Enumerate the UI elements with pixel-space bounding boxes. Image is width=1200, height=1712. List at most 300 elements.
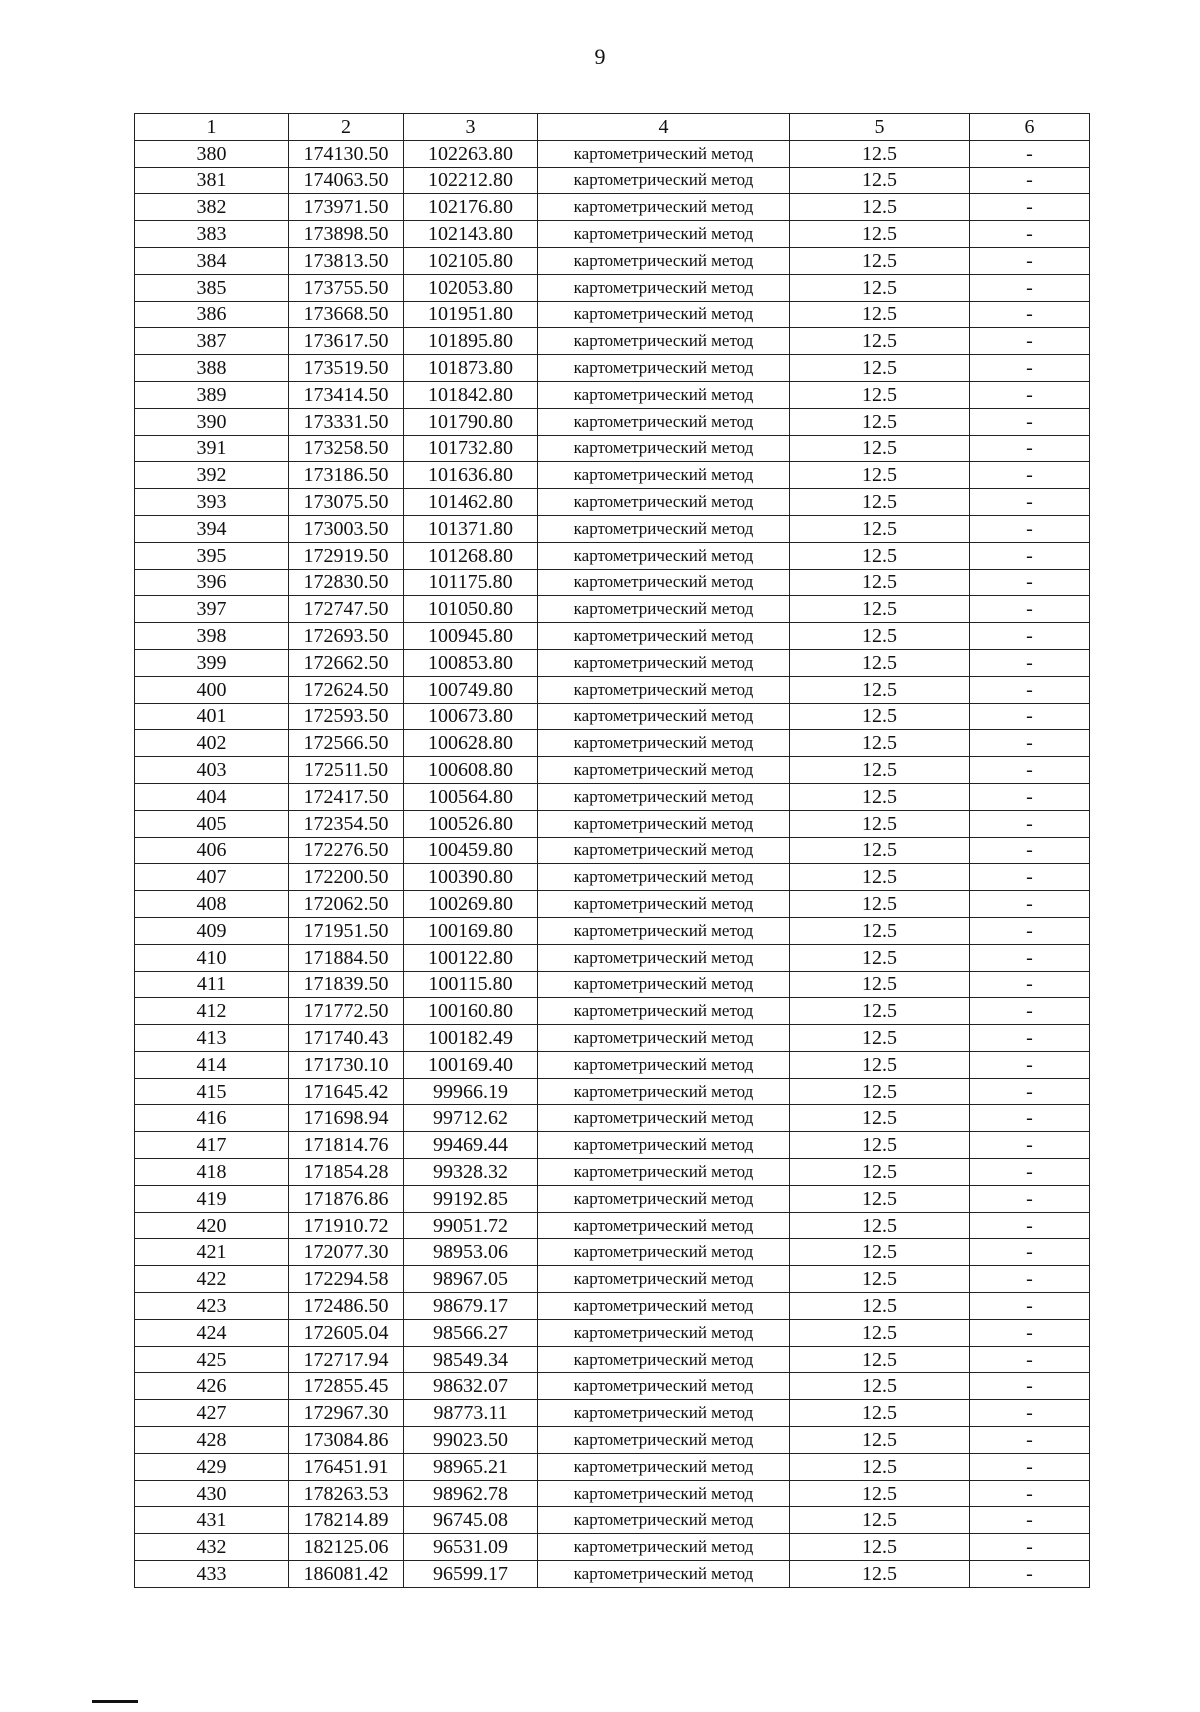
note-cell: - [970, 247, 1090, 274]
accuracy-cell: 12.5 [790, 435, 970, 462]
x-coordinate-cell: 171772.50 [289, 998, 404, 1025]
point-number-cell: 406 [135, 837, 289, 864]
note-cell: - [970, 1159, 1090, 1186]
accuracy-cell: 12.5 [790, 1319, 970, 1346]
point-number-cell: 392 [135, 462, 289, 489]
point-number-cell: 420 [135, 1212, 289, 1239]
y-coordinate-cell: 101636.80 [404, 462, 538, 489]
x-coordinate-cell: 173519.50 [289, 355, 404, 382]
method-cell: картометрический метод [538, 596, 790, 623]
table-row [135, 998, 1090, 1025]
table-row [135, 194, 1090, 221]
y-coordinate-cell: 100853.80 [404, 649, 538, 676]
footer-mark [92, 1700, 138, 1703]
x-coordinate-cell: 178263.53 [289, 1480, 404, 1507]
table-row [135, 1480, 1090, 1507]
point-number-cell: 412 [135, 998, 289, 1025]
note-cell: - [970, 1105, 1090, 1132]
note-cell: - [970, 355, 1090, 382]
column-header-4: 4 [538, 114, 790, 141]
table-row [135, 408, 1090, 435]
note-cell: - [970, 167, 1090, 194]
x-coordinate-cell: 172200.50 [289, 864, 404, 891]
accuracy-cell: 12.5 [790, 381, 970, 408]
y-coordinate-cell: 100749.80 [404, 676, 538, 703]
accuracy-cell: 12.5 [790, 355, 970, 382]
method-cell: картометрический метод [538, 569, 790, 596]
method-cell: картометрический метод [538, 1212, 790, 1239]
point-number-cell: 428 [135, 1427, 289, 1454]
method-cell: картометрический метод [538, 757, 790, 784]
x-coordinate-cell: 171951.50 [289, 917, 404, 944]
table-row [135, 1534, 1090, 1561]
x-coordinate-cell: 182125.06 [289, 1534, 404, 1561]
table-body [135, 140, 1090, 1587]
point-number-cell: 380 [135, 140, 289, 167]
point-number-cell: 399 [135, 649, 289, 676]
y-coordinate-cell: 101873.80 [404, 355, 538, 382]
table-row [135, 167, 1090, 194]
note-cell: - [970, 1051, 1090, 1078]
x-coordinate-cell: 172276.50 [289, 837, 404, 864]
y-coordinate-cell: 101951.80 [404, 301, 538, 328]
accuracy-cell: 12.5 [790, 1105, 970, 1132]
x-coordinate-cell: 172486.50 [289, 1293, 404, 1320]
x-coordinate-cell: 171698.94 [289, 1105, 404, 1132]
method-cell: картометрический метод [538, 1507, 790, 1534]
y-coordinate-cell: 98962.78 [404, 1480, 538, 1507]
accuracy-cell: 12.5 [790, 730, 970, 757]
note-cell: - [970, 1507, 1090, 1534]
x-coordinate-cell: 172062.50 [289, 891, 404, 918]
point-number-cell: 398 [135, 623, 289, 650]
accuracy-cell: 12.5 [790, 489, 970, 516]
table-row [135, 1453, 1090, 1480]
note-cell: - [970, 649, 1090, 676]
accuracy-cell: 12.5 [790, 274, 970, 301]
method-cell: картометрический метод [538, 703, 790, 730]
table-row [135, 676, 1090, 703]
y-coordinate-cell: 102105.80 [404, 247, 538, 274]
accuracy-cell: 12.5 [790, 542, 970, 569]
column-header-1: 1 [135, 114, 289, 141]
note-cell: - [970, 998, 1090, 1025]
note-cell: - [970, 837, 1090, 864]
method-cell: картометрический метод [538, 381, 790, 408]
point-number-cell: 417 [135, 1132, 289, 1159]
accuracy-cell: 12.5 [790, 1480, 970, 1507]
table-row [135, 381, 1090, 408]
table-row [135, 1400, 1090, 1427]
method-cell: картометрический метод [538, 1346, 790, 1373]
method-cell: картометрический метод [538, 783, 790, 810]
note-cell: - [970, 408, 1090, 435]
note-cell: - [970, 730, 1090, 757]
method-cell: картометрический метод [538, 944, 790, 971]
point-number-cell: 383 [135, 221, 289, 248]
method-cell: картометрический метод [538, 1266, 790, 1293]
method-cell: картометрический метод [538, 864, 790, 891]
point-number-cell: 431 [135, 1507, 289, 1534]
method-cell: картометрический метод [538, 1561, 790, 1588]
note-cell: - [970, 810, 1090, 837]
y-coordinate-cell: 98953.06 [404, 1239, 538, 1266]
accuracy-cell: 12.5 [790, 1212, 970, 1239]
point-number-cell: 390 [135, 408, 289, 435]
x-coordinate-cell: 172077.30 [289, 1239, 404, 1266]
y-coordinate-cell: 100182.49 [404, 1025, 538, 1052]
x-coordinate-cell: 173898.50 [289, 221, 404, 248]
accuracy-cell: 12.5 [790, 569, 970, 596]
accuracy-cell: 12.5 [790, 221, 970, 248]
x-coordinate-cell: 172354.50 [289, 810, 404, 837]
method-cell: картометрический метод [538, 1453, 790, 1480]
method-cell: картометрический метод [538, 462, 790, 489]
method-cell: картометрический метод [538, 998, 790, 1025]
accuracy-cell: 12.5 [790, 703, 970, 730]
accuracy-cell: 12.5 [790, 1078, 970, 1105]
y-coordinate-cell: 101895.80 [404, 328, 538, 355]
note-cell: - [970, 1427, 1090, 1454]
accuracy-cell: 12.5 [790, 1507, 970, 1534]
accuracy-cell: 12.5 [790, 1132, 970, 1159]
x-coordinate-cell: 171854.28 [289, 1159, 404, 1186]
accuracy-cell: 12.5 [790, 891, 970, 918]
y-coordinate-cell: 100608.80 [404, 757, 538, 784]
point-number-cell: 410 [135, 944, 289, 971]
y-coordinate-cell: 101050.80 [404, 596, 538, 623]
x-coordinate-cell: 171884.50 [289, 944, 404, 971]
method-cell: картометрический метод [538, 891, 790, 918]
table-row [135, 462, 1090, 489]
y-coordinate-cell: 98566.27 [404, 1319, 538, 1346]
table-row [135, 730, 1090, 757]
table-row [135, 1266, 1090, 1293]
note-cell: - [970, 140, 1090, 167]
point-number-cell: 408 [135, 891, 289, 918]
method-cell: картометрический метод [538, 328, 790, 355]
point-number-cell: 418 [135, 1159, 289, 1186]
accuracy-cell: 12.5 [790, 328, 970, 355]
method-cell: картометрический метод [538, 247, 790, 274]
x-coordinate-cell: 171730.10 [289, 1051, 404, 1078]
accuracy-cell: 12.5 [790, 140, 970, 167]
x-coordinate-cell: 174130.50 [289, 140, 404, 167]
accuracy-cell: 12.5 [790, 676, 970, 703]
method-cell: картометрический метод [538, 140, 790, 167]
accuracy-cell: 12.5 [790, 1266, 970, 1293]
table-row [135, 489, 1090, 516]
method-cell: картометрический метод [538, 542, 790, 569]
x-coordinate-cell: 171740.43 [289, 1025, 404, 1052]
table-row [135, 623, 1090, 650]
method-cell: картометрический метод [538, 274, 790, 301]
x-coordinate-cell: 173813.50 [289, 247, 404, 274]
note-cell: - [970, 1480, 1090, 1507]
method-cell: картометрический метод [538, 1185, 790, 1212]
point-number-cell: 382 [135, 194, 289, 221]
point-number-cell: 419 [135, 1185, 289, 1212]
y-coordinate-cell: 96531.09 [404, 1534, 538, 1561]
method-cell: картометрический метод [538, 676, 790, 703]
note-cell: - [970, 435, 1090, 462]
method-cell: картометрический метод [538, 1078, 790, 1105]
point-number-cell: 394 [135, 515, 289, 542]
table-row [135, 569, 1090, 596]
point-number-cell: 427 [135, 1400, 289, 1427]
x-coordinate-cell: 172967.30 [289, 1400, 404, 1427]
x-coordinate-cell: 172919.50 [289, 542, 404, 569]
page-number: 9 [594, 44, 606, 69]
y-coordinate-cell: 100564.80 [404, 783, 538, 810]
x-coordinate-cell: 173003.50 [289, 515, 404, 542]
x-coordinate-cell: 171645.42 [289, 1078, 404, 1105]
y-coordinate-cell: 99328.32 [404, 1159, 538, 1186]
table-row [135, 944, 1090, 971]
table-row [135, 837, 1090, 864]
note-cell: - [970, 1293, 1090, 1320]
table-row [135, 1212, 1090, 1239]
y-coordinate-cell: 98967.05 [404, 1266, 538, 1293]
point-number-cell: 430 [135, 1480, 289, 1507]
note-cell: - [970, 971, 1090, 998]
point-number-cell: 415 [135, 1078, 289, 1105]
x-coordinate-cell: 173414.50 [289, 381, 404, 408]
accuracy-cell: 12.5 [790, 462, 970, 489]
method-cell: картометрический метод [538, 623, 790, 650]
point-number-cell: 387 [135, 328, 289, 355]
method-cell: картометрический метод [538, 649, 790, 676]
note-cell: - [970, 891, 1090, 918]
y-coordinate-cell: 100945.80 [404, 623, 538, 650]
table-row [135, 1293, 1090, 1320]
point-number-cell: 384 [135, 247, 289, 274]
y-coordinate-cell: 100459.80 [404, 837, 538, 864]
y-coordinate-cell: 99023.50 [404, 1427, 538, 1454]
note-cell: - [970, 783, 1090, 810]
table-row [135, 891, 1090, 918]
method-cell: картометрический метод [538, 301, 790, 328]
accuracy-cell: 12.5 [790, 1427, 970, 1454]
table-row [135, 971, 1090, 998]
method-cell: картометрический метод [538, 730, 790, 757]
x-coordinate-cell: 173617.50 [289, 328, 404, 355]
y-coordinate-cell: 101175.80 [404, 569, 538, 596]
note-cell: - [970, 757, 1090, 784]
accuracy-cell: 12.5 [790, 1293, 970, 1320]
x-coordinate-cell: 186081.42 [289, 1561, 404, 1588]
table-row [135, 649, 1090, 676]
accuracy-cell: 12.5 [790, 649, 970, 676]
table-row [135, 515, 1090, 542]
accuracy-cell: 12.5 [790, 301, 970, 328]
table-row [135, 355, 1090, 382]
y-coordinate-cell: 100526.80 [404, 810, 538, 837]
x-coordinate-cell: 173331.50 [289, 408, 404, 435]
table-row [135, 810, 1090, 837]
note-cell: - [970, 1373, 1090, 1400]
method-cell: картометрический метод [538, 167, 790, 194]
method-cell: картометрический метод [538, 408, 790, 435]
y-coordinate-cell: 100169.80 [404, 917, 538, 944]
note-cell: - [970, 1534, 1090, 1561]
y-coordinate-cell: 102212.80 [404, 167, 538, 194]
header-row [135, 114, 1090, 141]
column-header-5: 5 [790, 114, 970, 141]
method-cell: картометрический метод [538, 1480, 790, 1507]
y-coordinate-cell: 101732.80 [404, 435, 538, 462]
x-coordinate-cell: 172747.50 [289, 596, 404, 623]
point-number-cell: 432 [135, 1534, 289, 1561]
table-row [135, 1159, 1090, 1186]
y-coordinate-cell: 99469.44 [404, 1132, 538, 1159]
accuracy-cell: 12.5 [790, 917, 970, 944]
note-cell: - [970, 221, 1090, 248]
point-number-cell: 409 [135, 917, 289, 944]
table-row [135, 140, 1090, 167]
accuracy-cell: 12.5 [790, 837, 970, 864]
table-row [135, 1132, 1090, 1159]
point-number-cell: 388 [135, 355, 289, 382]
point-number-cell: 416 [135, 1105, 289, 1132]
column-header-3: 3 [404, 114, 538, 141]
y-coordinate-cell: 99712.62 [404, 1105, 538, 1132]
method-cell: картометрический метод [538, 1132, 790, 1159]
table-row [135, 1239, 1090, 1266]
note-cell: - [970, 1025, 1090, 1052]
x-coordinate-cell: 174063.50 [289, 167, 404, 194]
accuracy-cell: 12.5 [790, 515, 970, 542]
accuracy-cell: 12.5 [790, 1373, 970, 1400]
y-coordinate-cell: 99192.85 [404, 1185, 538, 1212]
point-number-cell: 429 [135, 1453, 289, 1480]
note-cell: - [970, 1453, 1090, 1480]
point-number-cell: 381 [135, 167, 289, 194]
accuracy-cell: 12.5 [790, 1185, 970, 1212]
x-coordinate-cell: 172830.50 [289, 569, 404, 596]
point-number-cell: 433 [135, 1561, 289, 1588]
note-cell: - [970, 301, 1090, 328]
note-cell: - [970, 623, 1090, 650]
x-coordinate-cell: 172417.50 [289, 783, 404, 810]
accuracy-cell: 12.5 [790, 971, 970, 998]
table-row [135, 1561, 1090, 1588]
x-coordinate-cell: 171876.86 [289, 1185, 404, 1212]
method-cell: картометрический метод [538, 810, 790, 837]
note-cell: - [970, 1078, 1090, 1105]
y-coordinate-cell: 99966.19 [404, 1078, 538, 1105]
point-number-cell: 385 [135, 274, 289, 301]
note-cell: - [970, 703, 1090, 730]
point-number-cell: 386 [135, 301, 289, 328]
point-number-cell: 395 [135, 542, 289, 569]
y-coordinate-cell: 101790.80 [404, 408, 538, 435]
point-number-cell: 393 [135, 489, 289, 516]
y-coordinate-cell: 100390.80 [404, 864, 538, 891]
x-coordinate-cell: 171814.76 [289, 1132, 404, 1159]
point-number-cell: 400 [135, 676, 289, 703]
table-row [135, 328, 1090, 355]
accuracy-cell: 12.5 [790, 596, 970, 623]
point-number-cell: 423 [135, 1293, 289, 1320]
column-header-2: 2 [289, 114, 404, 141]
note-cell: - [970, 944, 1090, 971]
accuracy-cell: 12.5 [790, 408, 970, 435]
table-row [135, 783, 1090, 810]
x-coordinate-cell: 172624.50 [289, 676, 404, 703]
table-row [135, 301, 1090, 328]
note-cell: - [970, 194, 1090, 221]
point-number-cell: 391 [135, 435, 289, 462]
accuracy-cell: 12.5 [790, 194, 970, 221]
accuracy-cell: 12.5 [790, 998, 970, 1025]
accuracy-cell: 12.5 [790, 247, 970, 274]
y-coordinate-cell: 102143.80 [404, 221, 538, 248]
note-cell: - [970, 274, 1090, 301]
note-cell: - [970, 1132, 1090, 1159]
method-cell: картометрический метод [538, 1239, 790, 1266]
point-number-cell: 396 [135, 569, 289, 596]
method-cell: картометрический метод [538, 1025, 790, 1052]
y-coordinate-cell: 102263.80 [404, 140, 538, 167]
table-row [135, 1427, 1090, 1454]
table-row [135, 1319, 1090, 1346]
x-coordinate-cell: 173186.50 [289, 462, 404, 489]
x-coordinate-cell: 172566.50 [289, 730, 404, 757]
table-row [135, 864, 1090, 891]
table-row [135, 596, 1090, 623]
table-row [135, 1051, 1090, 1078]
note-cell: - [970, 1319, 1090, 1346]
method-cell: картометрический метод [538, 515, 790, 542]
x-coordinate-cell: 176451.91 [289, 1453, 404, 1480]
accuracy-cell: 12.5 [790, 1534, 970, 1561]
table-row [135, 1105, 1090, 1132]
table-row [135, 221, 1090, 248]
y-coordinate-cell: 96599.17 [404, 1561, 538, 1588]
point-number-cell: 411 [135, 971, 289, 998]
point-number-cell: 405 [135, 810, 289, 837]
y-coordinate-cell: 101371.80 [404, 515, 538, 542]
accuracy-cell: 12.5 [790, 783, 970, 810]
table-row [135, 1373, 1090, 1400]
note-cell: - [970, 462, 1090, 489]
y-coordinate-cell: 100160.80 [404, 998, 538, 1025]
point-number-cell: 407 [135, 864, 289, 891]
x-coordinate-cell: 172855.45 [289, 1373, 404, 1400]
method-cell: картометрический метод [538, 917, 790, 944]
note-cell: - [970, 1346, 1090, 1373]
table-row [135, 757, 1090, 784]
note-cell: - [970, 1561, 1090, 1588]
method-cell: картометрический метод [538, 1159, 790, 1186]
method-cell: картометрический метод [538, 1319, 790, 1346]
table-row [135, 1346, 1090, 1373]
x-coordinate-cell: 173084.86 [289, 1427, 404, 1454]
table-row [135, 274, 1090, 301]
y-coordinate-cell: 101842.80 [404, 381, 538, 408]
table-row [135, 542, 1090, 569]
y-coordinate-cell: 100169.40 [404, 1051, 538, 1078]
x-coordinate-cell: 172662.50 [289, 649, 404, 676]
coordinates-table [134, 113, 1090, 1588]
note-cell: - [970, 596, 1090, 623]
method-cell: картометрический метод [538, 1400, 790, 1427]
point-number-cell: 421 [135, 1239, 289, 1266]
accuracy-cell: 12.5 [790, 1159, 970, 1186]
note-cell: - [970, 515, 1090, 542]
column-header-6: 6 [970, 114, 1090, 141]
